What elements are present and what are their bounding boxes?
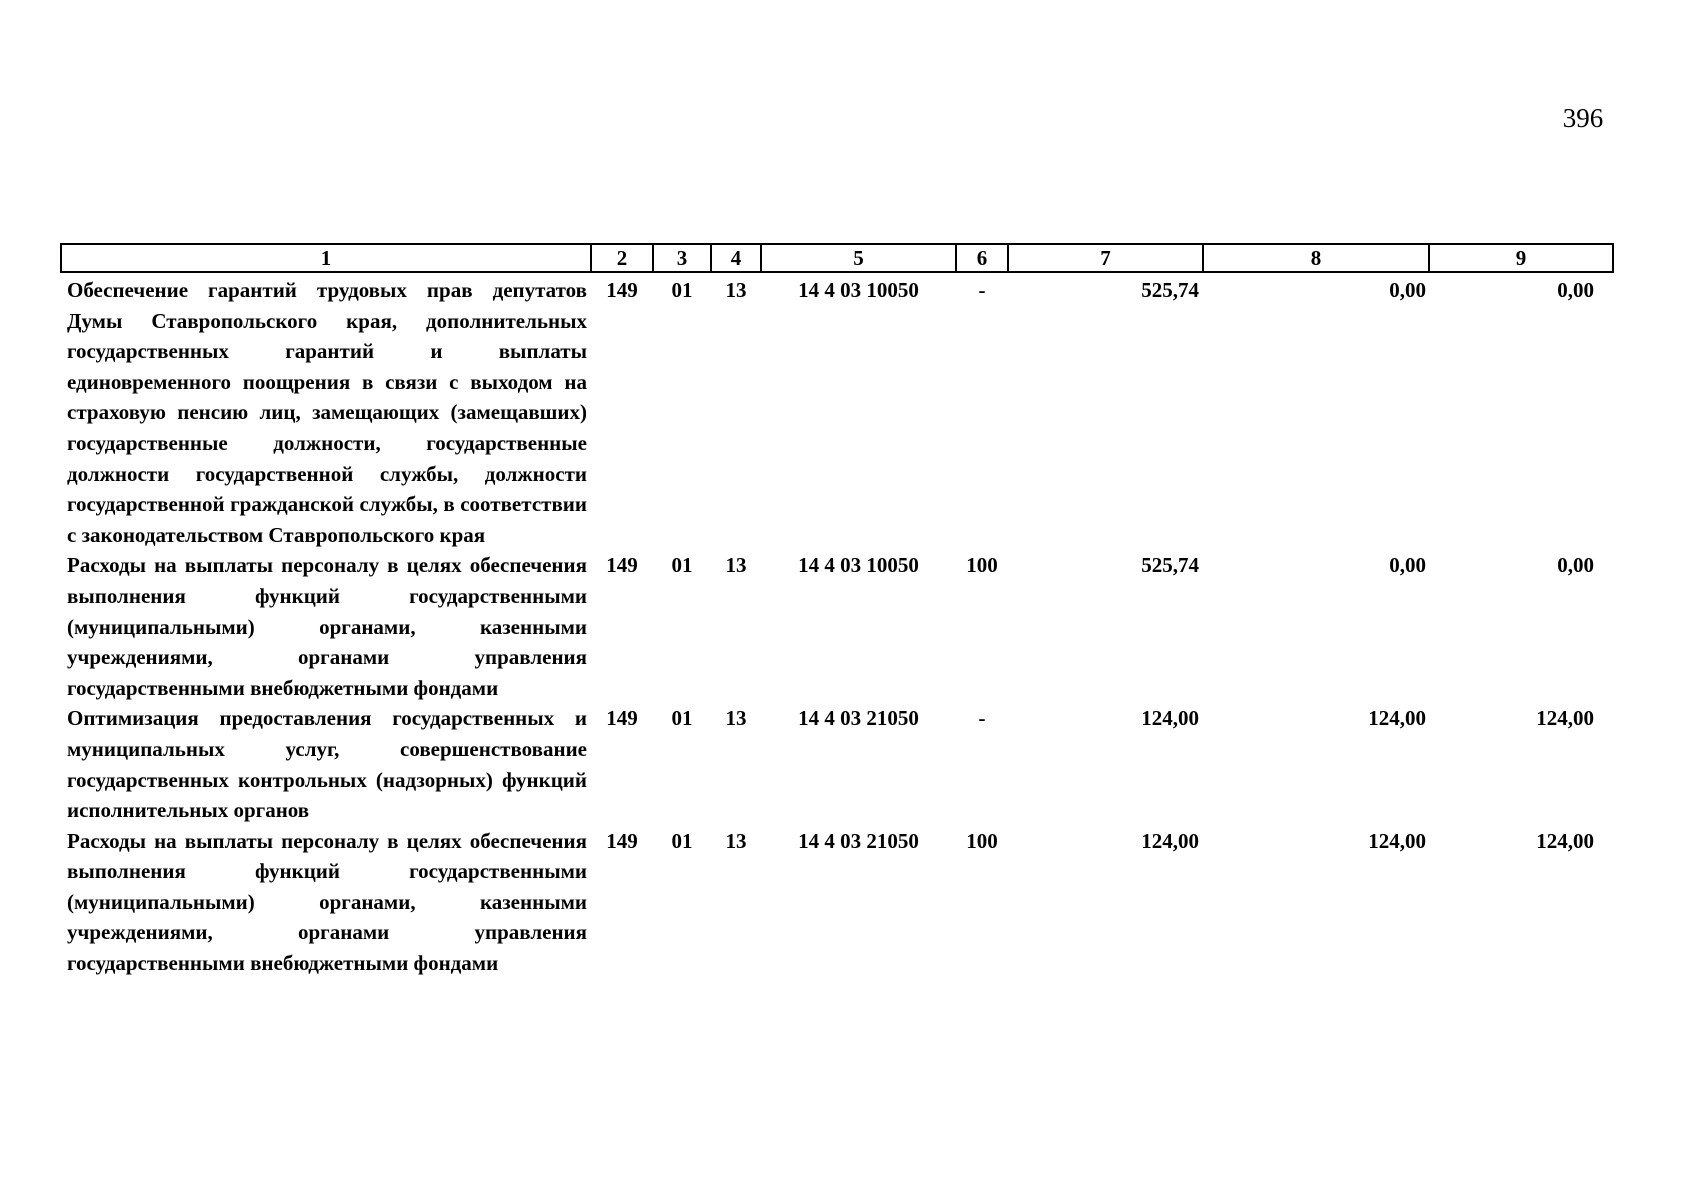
- ministry-code: 149: [606, 828, 638, 853]
- column-header-9: 9: [1429, 244, 1613, 272]
- table-row: [61, 703, 1613, 825]
- table-row: [61, 272, 1613, 550]
- amount-column-7: 124,00: [1141, 828, 1199, 853]
- amount-column-9: 124,00: [1536, 706, 1594, 731]
- column-header-7: 7: [1008, 244, 1203, 272]
- target-article-code: 14 4 03 10050: [798, 553, 919, 578]
- expense-type-code: 100: [966, 553, 998, 578]
- table-row: [61, 826, 1613, 979]
- column-header-1: 1: [61, 244, 591, 272]
- column-header-2: 2: [591, 244, 653, 272]
- column-header-8: 8: [1203, 244, 1429, 272]
- table-row: [61, 550, 1613, 703]
- expense-name: Оптимизация предоставления государственных и муниципальных услуг, совершенствование государственных контрольных (надзорных) функций исполнительных органов: [67, 706, 587, 823]
- column-number-header-row: [61, 244, 1613, 272]
- amount-column-7: 525,74: [1141, 278, 1199, 302]
- target-article-code: 14 4 03 10050: [798, 278, 919, 302]
- budget-table: [60, 243, 1614, 979]
- amount-column-8: 0,00: [1389, 553, 1426, 578]
- amount-column-9: 0,00: [1557, 278, 1594, 302]
- subsection-code: 13: [725, 278, 747, 302]
- amount-column-8: 0,00: [1389, 278, 1426, 302]
- expense-type-code: -: [978, 278, 986, 302]
- subsection-code: 13: [725, 553, 747, 578]
- section-code: 01: [671, 553, 693, 578]
- expense-name: Расходы на выплаты персоналу в целях обеспечения выполнения функций государственными (муниципальными) органами, казенными учреждениями, органами управления государственными внебюджетными фондами: [67, 553, 587, 700]
- section-code: 01: [671, 278, 693, 302]
- expense-name: Расходы на выплаты персоналу в целях обеспечения выполнения функций государственными (муниципальными) органами, казенными учреждениями, органами управления государственными внебюджетными фондами: [67, 828, 587, 976]
- ministry-code: 149: [606, 278, 638, 302]
- amount-column-9: 0,00: [1557, 553, 1594, 578]
- section-code: 01: [671, 828, 693, 853]
- column-header-4: 4: [711, 244, 761, 272]
- expense-type-code: -: [978, 706, 986, 731]
- target-article-code: 14 4 03 21050: [798, 828, 919, 853]
- column-header-5: 5: [761, 244, 956, 272]
- expense-name: Обеспечение гарантий трудовых прав депутатов Думы Ставропольского края, дополнительных государственных гарантий и выплаты единовременного поощрения в связи с выходом на страховую пенсию лиц, замещающих (замещавших) государственные должности, государственные должности государственной службы, должности государственной гражданской службы, в соответствии с законодательством Ставропольского края: [67, 278, 587, 547]
- subsection-code: 13: [725, 828, 747, 853]
- amount-column-9: 124,00: [1536, 828, 1594, 853]
- section-code: 01: [671, 706, 693, 731]
- page-number: 396: [1562, 103, 1604, 133]
- target-article-code: 14 4 03 21050: [798, 706, 919, 731]
- amount-column-8: 124,00: [1368, 828, 1426, 853]
- amount-column-7: 525,74: [1141, 553, 1199, 578]
- ministry-code: 149: [606, 553, 638, 578]
- expense-type-code: 100: [966, 828, 998, 853]
- amount-column-7: 124,00: [1141, 706, 1199, 731]
- ministry-code: 149: [606, 706, 638, 731]
- column-header-3: 3: [653, 244, 711, 272]
- subsection-code: 13: [725, 706, 747, 731]
- column-header-6: 6: [956, 244, 1008, 272]
- amount-column-8: 124,00: [1368, 706, 1426, 731]
